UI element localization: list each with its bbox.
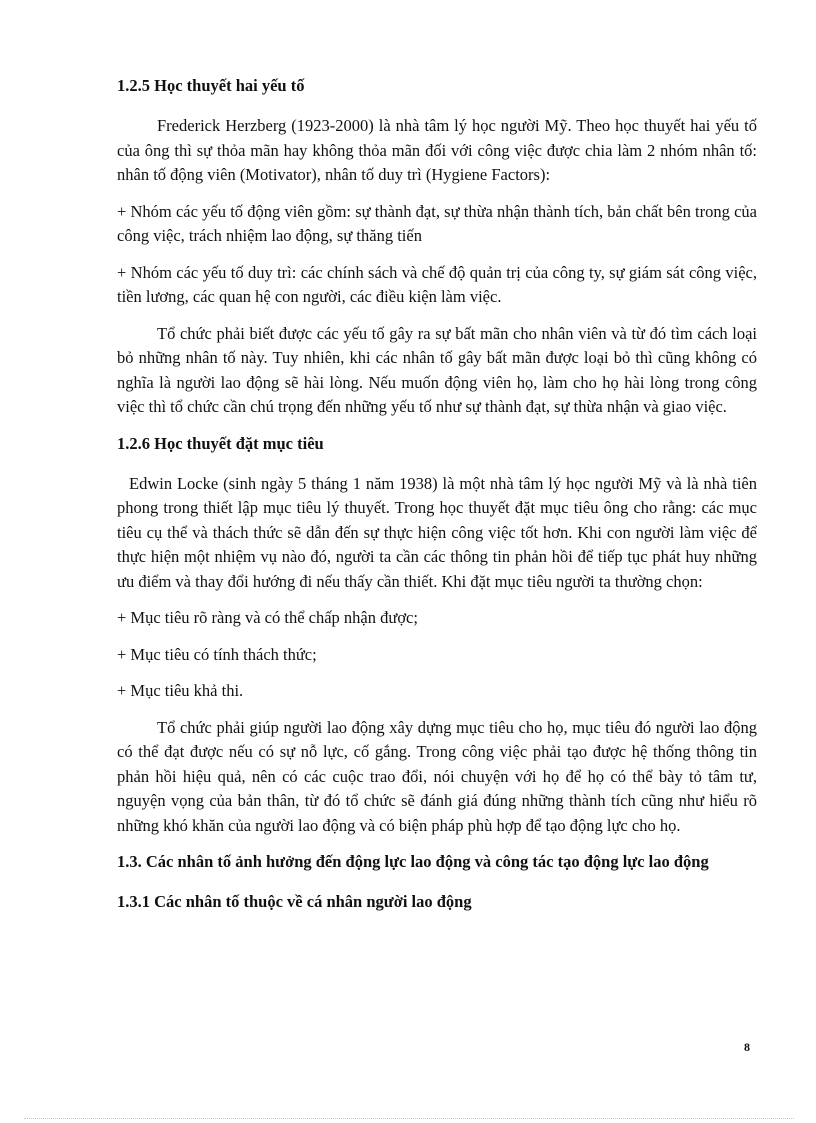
heading-1-3-1: 1.3.1 Các nhân tố thuộc về cá nhân người lao động bbox=[117, 892, 472, 911]
page-bottom-divider bbox=[24, 1118, 794, 1119]
heading-1-2-6: 1.2.6 Học thuyết đặt mục tiêu bbox=[117, 433, 324, 453]
paragraph-locke-conclusion: Tổ chức phải giúp người lao động xây dựng mục tiêu cho họ, mục tiêu đó người lao động có thể đạt được nếu có sự nỗ lực, cố gắng. Trong công việc phải tạo được hệ thống thông tin phản hồi hiệu quả, nên có các cuộc trao đổi, nói chuyện với họ để họ có thể bày tỏ tâm tư, nguyện vọng của bản thân, từ đó tổ chức sẽ đánh giá đúng những thành tích cũng như hiểu rõ những khó khăn của người lao động và có biện pháp phù hợp để tạo động lực cho họ. bbox=[117, 717, 757, 835]
page-content bbox=[117, 74, 757, 930]
bullet-hygiene-factors: + Nhóm các yếu tố duy trì: các chính sách và chế độ quản trị của công ty, sự giám sát công việc, tiền lương, các quan hệ con người, các điều kiện làm việc. bbox=[117, 262, 757, 306]
paragraph-locke-intro: Edwin Locke (sinh ngày 5 tháng 1 năm 1938) là một nhà tâm lý học người Mỹ và là nhà tiên phong trong thiết lập mục tiêu lý thuyết. Trong học thuyết đặt mục tiêu ông cho rằng: các mục tiêu cụ thể và thách thức sẽ dẫn đến sự thực hiện công việc tốt hơn. Khi con người làm việc để thực hiện một nhiệm vụ nào đó, người ta cần các thông tin phản hồi để tiếp tục phát huy những ưu điểm và thay đổi hướng đi nếu thấy cần thiết. Khi đặt mục tiêu người ta thường chọn: bbox=[117, 473, 757, 591]
paragraph-herzberg-conclusion: Tổ chức phải biết được các yếu tố gây ra sự bất mãn cho nhân viên và từ đó tìm cách loại bỏ những nhân tố này. Tuy nhiên, khi các nhân tố gây bất mãn được loại bỏ thì cũng không có nghĩa là người lao động sẽ hài lòng. Nếu muốn động viên họ, làm cho họ hài lòng trong công việc thì tổ chức cần chú trọng đến những yếu tố như sự thành đạt, sự thừa nhận và giao việc. bbox=[117, 323, 757, 416]
bullet-motivator-factors: + Nhóm các yếu tố động viên gồm: sự thành đạt, sự thừa nhận thành tích, bản chất bên trong của công việc, trách nhiệm lao động, sự thăng tiến bbox=[117, 201, 757, 245]
bullet-clear-goal: + Mục tiêu rõ ràng và có thể chấp nhận được; bbox=[117, 608, 418, 627]
heading-1-2-5: 1.2.5 Học thuyết hai yếu tố bbox=[117, 76, 305, 95]
bullet-feasible-goal: + Mục tiêu khả thi. bbox=[117, 681, 244, 700]
bullet-challenging-goal: + Mục tiêu có tính thách thức; bbox=[117, 644, 317, 664]
paragraph-herzberg-intro: Frederick Herzberg (1923-2000) là nhà tâm lý học người Mỹ. Theo học thuyết hai yếu tố của ông thì sự thỏa mãn hay không thỏa mãn đối với công việc được chia làm 2 nhóm nhân tố: nhân tố động viên (Motivator), nhân tố duy trì (Hygiene Factors): bbox=[117, 116, 757, 184]
heading-1-3: 1.3. Các nhân tố ảnh hưởng đến động lực lao động và công tác tạo động lực lao động bbox=[117, 852, 709, 871]
page-number: 8 bbox=[744, 1040, 750, 1054]
